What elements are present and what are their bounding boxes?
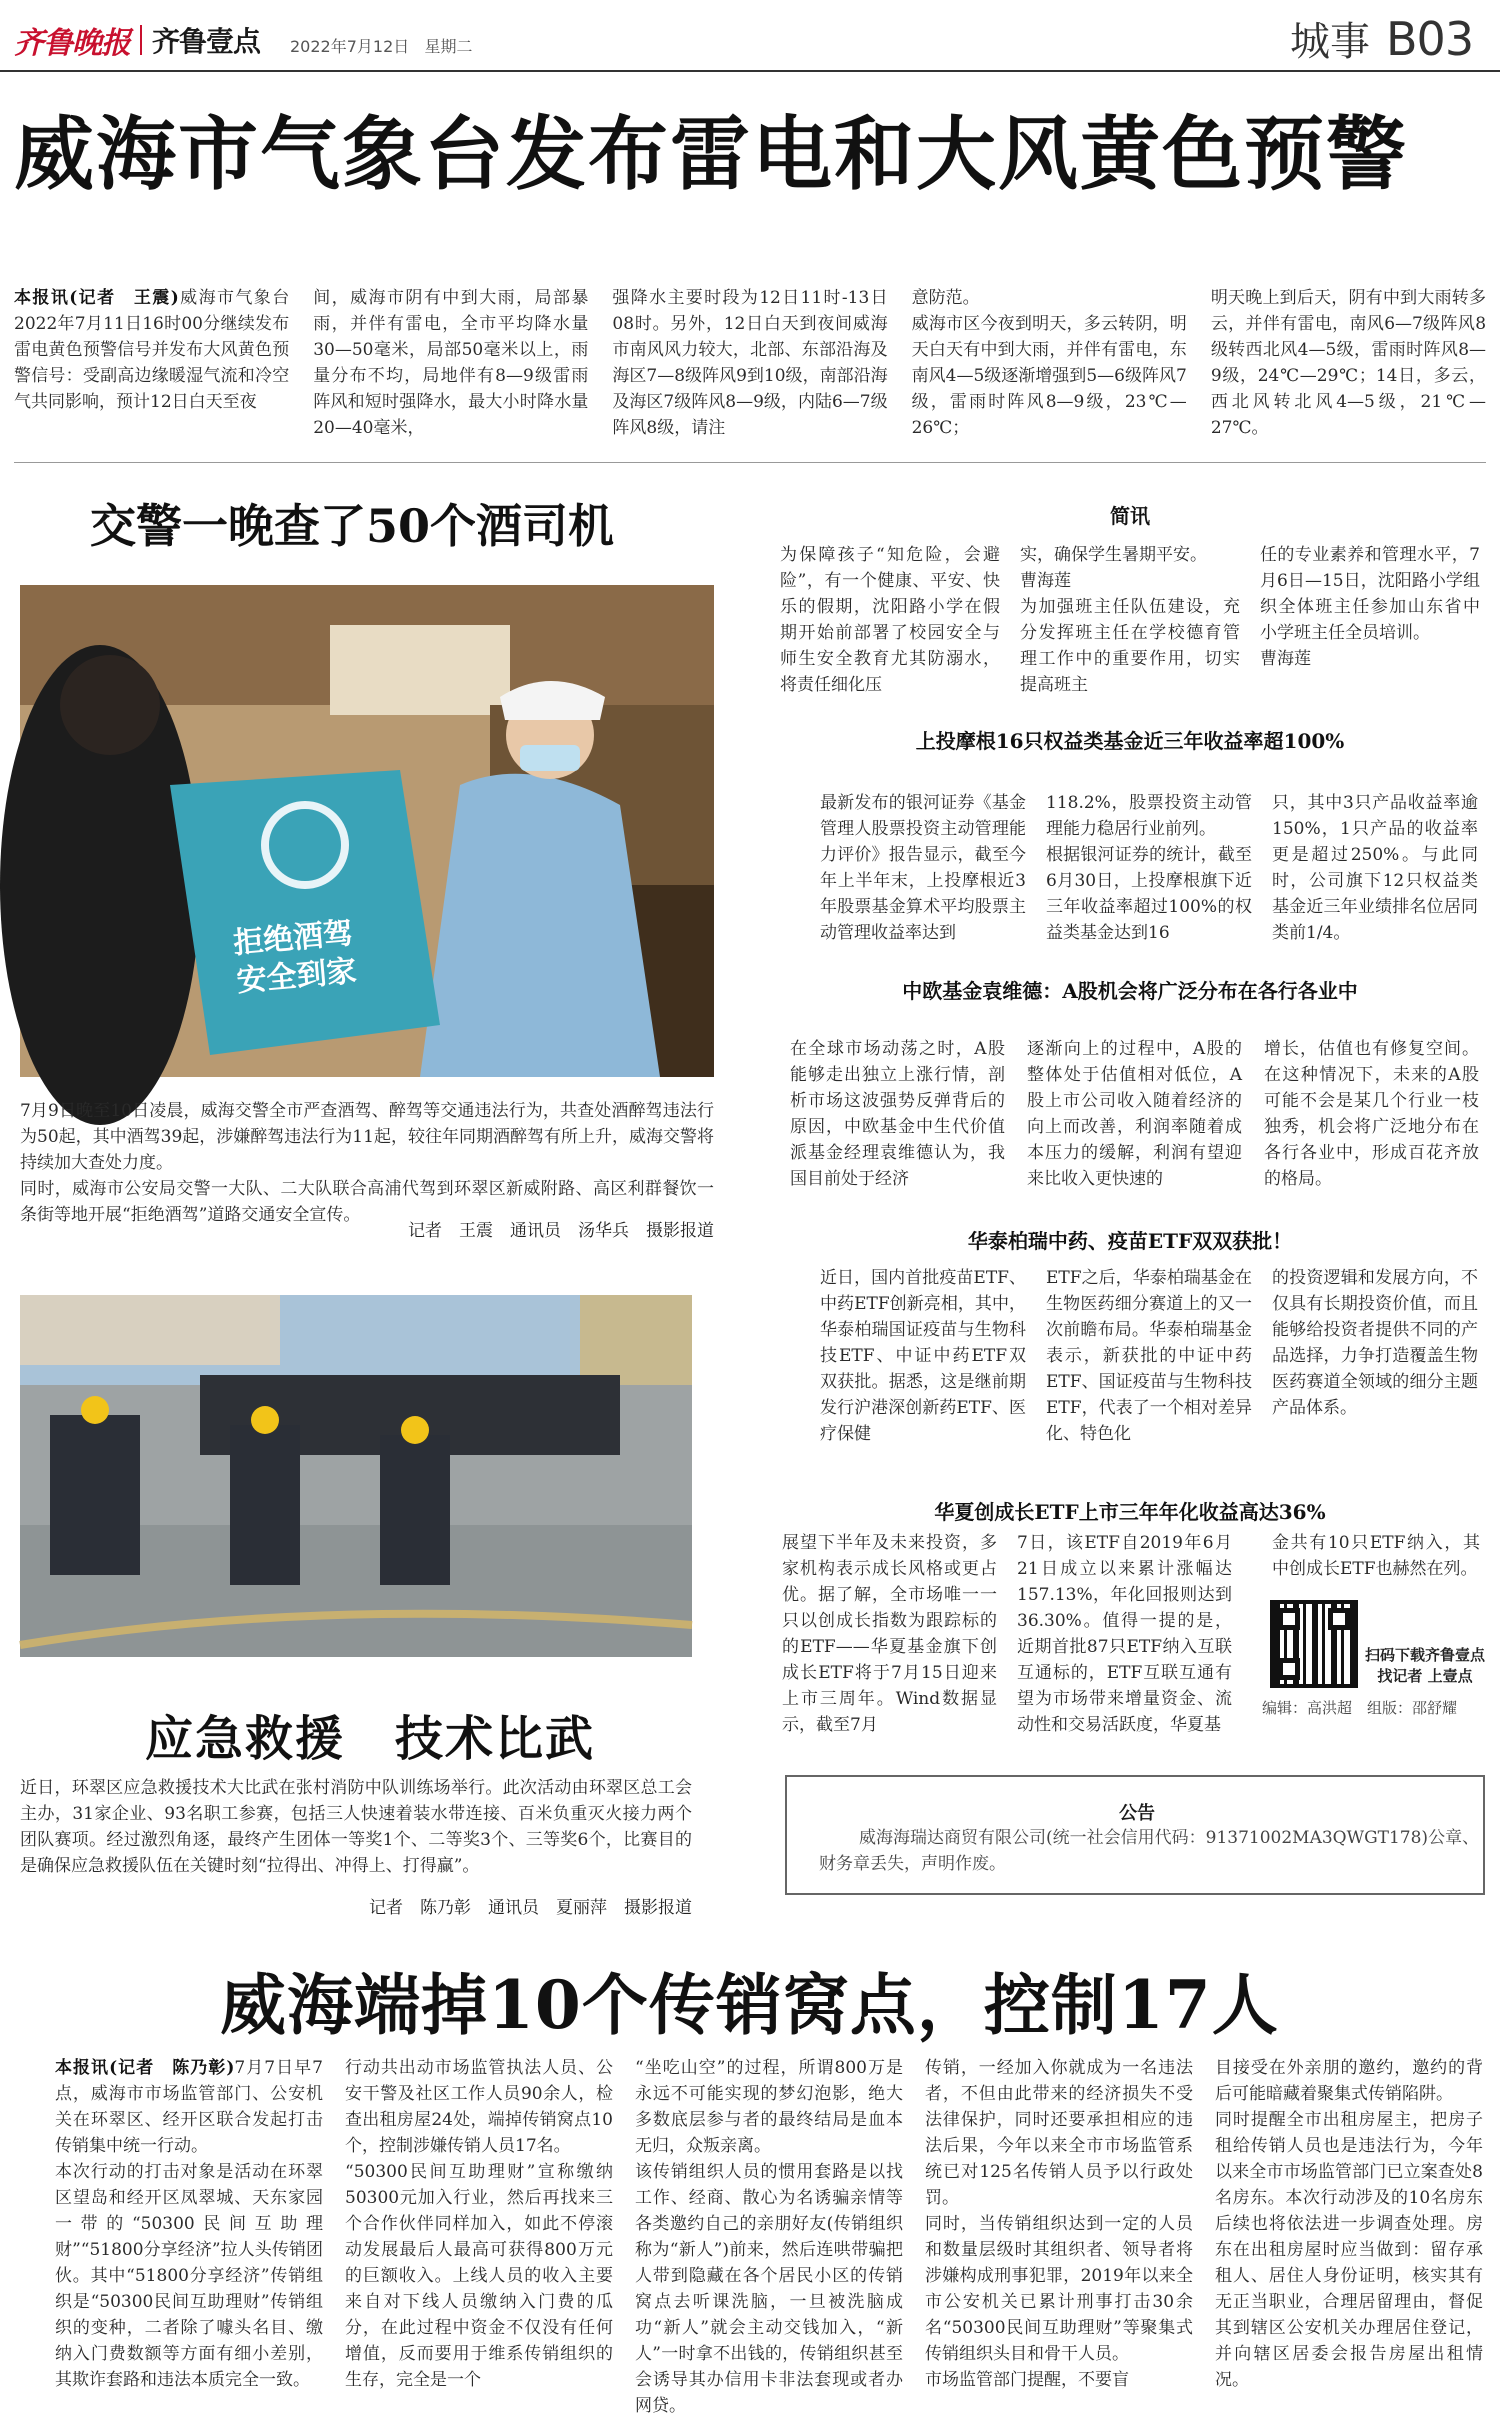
fund1-headline: 上投摩根16只权益类基金近三年收益率超100% xyxy=(915,729,1345,753)
app-logo: 齐鲁壹点 xyxy=(152,25,261,58)
photo-emergency-drill-illustration xyxy=(20,1295,692,1657)
paper-logo: 齐鲁晚报 xyxy=(14,26,130,61)
brief-col-1: 为保障孩子“知危险，会避险”，有一个健康、平安、快乐的假期，沈阳路小学在假期开始前部署了校园安全与师生安全教育尤其防溺水，将责任细化压 xyxy=(780,545,1000,695)
masthead-separator xyxy=(140,25,142,55)
fund3-columns xyxy=(820,1265,1480,1444)
drunk-driving-body: 7月9日晚至10日凌晨，威海交警全市严查酒驾、醉驾等交通违法行为，共查处酒醉驾违法行为50起，其中酒驾39起，涉嫌醉驾违法行为11起，较往年同期酒醉驾有所上升，威海交警将持续加大查处力度。 同时，威海市公安局交警一大队、二大队联合高浦代驾到环翠区新威附路、高区利群餐饮一条街等地开展“拒绝酒驾”道路交通安全宣传。 xyxy=(20,1101,714,1225)
pyramid-columns xyxy=(55,2055,1485,2416)
pyramid-col-4: 传销，一经加入你就成为一名违法者，不但由此带来的经济损失不受法律保护，同时还要承担相应的违法后果，今年以来全市市场监管系统已对125名传销人员予以行政处罚。 同时，当传销组织达到一定的人员和数量层级时其组织者、领导者将涉嫌构成刑事犯罪，2019年以来全市公安机关已累计刑事打击30余名“50300民间互助理财”等聚集式传销组织头目和骨干人员。 市场监管部门提醒，不要盲 xyxy=(925,2058,1193,2390)
headline-drunk-driving: 交警一晚查了50个酒司机 xyxy=(90,499,615,553)
fund4-col-3: 金共有10只ETF纳入，其中创成长ETF也赫然在列。 xyxy=(1272,1533,1480,1579)
brief-col-3: 任的专业素养和管理水平，7月6日—15日，沈阳路小学组织全体班主任参加山东省中小学班主任全员培训。 曹海莲 xyxy=(1260,545,1480,669)
page-number: B03 xyxy=(1386,12,1474,66)
pyramid-col-5: 目接受在外亲朋的邀约，邀约的背后可能暗藏着聚集式传销陷阱。 同时提醒全市出租房屋主，把房子租给传销人员也是违法行为，今年以来全市市场监管部门已立案查处8名房东。本次行动涉及的10名房东后续也将依法进一步调查处理。房东在出租房屋时应当做到：留存承租人、居住人身份证明，核实其有无正当职业，合理居留理由，督促其到辖区公安机关办理居住登记，并向辖区居委会报告房屋出租情况。 xyxy=(1215,2058,1483,2390)
headline-weather: 威海市气象台发布雷电和大风黄色预警 xyxy=(14,107,1408,201)
public-notice xyxy=(785,1775,1485,1895)
pyramid-col-3: “坐吃山空”的过程，所谓800万是永远不可能实现的梦幻泡影，绝大多数底层参与者的最终结局是血本无归，众叛亲离。 该传销组织人员的惯用套路是以找工作、经商、散心为名诱骗亲情等各类邀约自己的亲朋好友(传销组织称为“新人”)前来，然后连哄带骗把人带到隐藏在各个居民小区的传销窝点去听课洗脑，一旦被洗脑成功“新人”就会主动交钱加入，“新人”一时拿不出钱的，传销组织甚至会诱导其办信用卡非法套现或者办网贷。 xyxy=(635,2058,903,2416)
fund2-headline: 中欧基金袁维德：A股机会将广泛分布在各行各业中 xyxy=(902,979,1358,1003)
pyramid-col-1: 本报讯(记者 陈乃彰)7月7日早7点，威海市市场监管部门、公安机关在环翠区、经开区联合发起打击传销集中统一行动。 本次行动的打击对象是活动在环翠区望岛和经开区凤翠城、天东家园一带的“50300民间互助理财”“51800分享经济”拉人头传销团伙。其中“51800分享经济”传销组织是“50300民间互助理财”传销组织的变种，二者除了噱头名目、缴纳入门费数额等方面有细小差别，其欺诈套路和违法本质完全一致。 xyxy=(55,2058,323,2390)
headline-pyramid-scheme: 威海端掉10个传销窝点，控制17人 xyxy=(220,1966,1279,2044)
qr-caption: 扫码下载齐鲁壹点 找记者 上壹点 xyxy=(1365,1646,1486,1685)
fund2-columns xyxy=(790,1036,1480,1189)
brief-col-2: 实，确保学生暑期平安。 曹海莲 为加强班主任队伍建设，充分发挥班主任在学校德育管理工作中的重要作用，切实提高班主 xyxy=(1020,545,1240,695)
weather-columns xyxy=(14,285,1487,438)
fund1-col-2: 118.2%，股票投资主动管理能力稳居行业前列。 根据银河证券的统计，截至6月30日，上投摩根旗下近三年收益率超过100%的权益类基金达到16 xyxy=(1046,793,1252,943)
fund3-col-1: 近日，国内首批疫苗ETF、中药ETF创新亮相，其中，华泰柏瑞国证疫苗与生物科技ETF、中证中药ETF双双获批。据悉，这是继前期发行沪港深创新药ETF、医疗保健 xyxy=(820,1268,1026,1444)
emergency-rescue-byline: 记者 陈乃彰 通讯员 夏丽萍 摄影报道 xyxy=(369,1898,692,1918)
fund4-col-1: 展望下半年及未来投资，多家机构表示成长风格或更占优。据了解，全市场唯一一只以创成长指数为跟踪标的的ETF——华夏基金旗下创成长ETF将于7月15日迎来上市三周年。Wind数据显示，截至7月 xyxy=(782,1533,997,1735)
emergency-rescue-body: 近日，环翠区应急救援技术大比武在张村消防中队训练场举行。此次活动由环翠区总工会主办，31家企业、93名职工参赛，包括三人快速着装水带连接、百米负重灭火接力两个团队赛项。经过激烈角逐，最终产生团体一等奖1个、二等奖3个、三等奖6个，比赛目的是确保应急救援队伍在关键时刻“拉得出、冲得上、打得赢”。 xyxy=(20,1778,692,1876)
editor-credits: 编辑：高洪超 组版：邵舒耀 xyxy=(1262,1699,1458,1717)
weather-col-1: 本报讯(记者 王震)威海市气象台2022年7月11日16时00分继续发布雷电黄色预警信号并发布大风黄色预警信号：受副高边缘暖湿气流和冷空气共同影响，预计12日白天至夜 xyxy=(14,288,290,412)
brief-columns xyxy=(780,542,1480,695)
photo-traffic-police xyxy=(20,585,714,1077)
fund3-col-3: 的投资逻辑和发展方向，不仅具有长期投资价值，而且能够给投资者提供不同的产品选择，力争打造覆盖生物医药赛道全领域的细分主题产品体系。 xyxy=(1272,1268,1478,1418)
weather-col-3: 强降水主要时段为12日11时-13日08时。另外，12日白天到夜间威海市南风风力较大，北部、东部沿海及海区7—8级阵风9到10级，南部沿海及海区7级阵风8—9级，内陆6—7级阵风8级，请注 xyxy=(612,288,888,438)
qr-code-icon[interactable] xyxy=(1270,1600,1358,1688)
fund1-col-3: 只，其中3只产品收益率逾150%，1只产品的收益率更是超过250%。与此同时，公司旗下12只权益类基金近三年业绩排名位居同类前1/4。 xyxy=(1272,793,1478,943)
weather-col-5: 明天晚上到后天，阴有中到大雨转多云，并伴有雷电，南风6—7级阵风8级转西北风4—5级，雷雨时阵风8—9级，24℃—29℃；14日，多云，西北风转北风4—5级，21℃—27℃。 xyxy=(1210,288,1487,438)
weather-col-2: 间，威海市阴有中到大雨，局部暴雨，并伴有雷电，全市平均降水量30—50毫米，局部50毫米以上，雨量分布不均，局地伴有8—9级雷雨阵风和短时强降水，最大小时降水量20—40毫米， xyxy=(313,288,589,438)
header-rule xyxy=(0,70,1500,72)
pyramid-col-2: 行动共出动市场监管执法人员、公安干警及社区工作人员90余人，检查出租房屋24处，端掉传销窝点10个，控制涉嫌传销人员17名。 “50300民间互助理财”宣称缴纳50300元加入行业，然后再找来三个合作伙伴同样加入，如此不停滚动发展最后人最高可获得800万元的巨额收入。上线人员的收入主要来自对下线人员缴纳入门费的瓜分，在此过程中资金不仅没有任何增值，反而要用于维系传销组织的生存，完全是一个 xyxy=(345,2058,613,2390)
fund2-col-3: 增长，估值也有修复空间。在这种情况下，未来的A股可能不会是某几个行业一枝独秀，机会将广泛地分布在各行各业中，形成百花齐放的格局。 xyxy=(1264,1039,1479,1189)
drunk-driving-byline: 记者 王震 通讯员 汤华兵 摄影报道 xyxy=(408,1221,714,1241)
notice-body: 威海海瑞达商贸有限公司(统一社会信用代码：91371002MA3QWGT178)公章、财务章丢失，声明作废。 xyxy=(819,1828,1480,1874)
notice-title: 公告 xyxy=(1119,1803,1155,1824)
fund3-headline: 华泰柏瑞中药、疫苗ETF双双获批！ xyxy=(967,1229,1293,1253)
fund2-col-2: 逐渐向上的过程中，A股的整体处于估值相对低位，A股上市公司收入随着经济的向上而改善，利润率随着成本压力的缓解，利润有望迎来比收入更快速的 xyxy=(1027,1039,1242,1189)
fund4-col-2: 7日，该ETF自2019年6月21日成立以来累计涨幅达157.13%，年化回报则达到36.30%。值得一提的是，近期首批87只ETF纳入互联互通标的，ETF互联互通有望为市场带来增量资金、流动性和交易活跃度，华夏基 xyxy=(1017,1533,1232,1735)
fund1-columns xyxy=(820,790,1480,943)
fund4-columns xyxy=(782,1530,1252,1735)
brief-title: 简讯 xyxy=(1110,504,1150,528)
divider xyxy=(14,462,1486,463)
headline-emergency-rescue: 应急救援 技术比武 xyxy=(145,1711,596,1767)
section-label: 城事 B03 xyxy=(1290,12,1474,66)
fund4-headline: 华夏创成长ETF上市三年年化收益高达36% xyxy=(934,1500,1326,1524)
photo-emergency-drill xyxy=(20,1295,692,1657)
fund2-col-1: 在全球市场动荡之时，A股能够走出独立上涨行情，剖析市场这波强势反弹背后的原因，中欧基金中生代价值派基金经理袁维德认为，我国目前处于经济 xyxy=(790,1039,1005,1189)
fund1-col-1: 最新发布的银河证券《基金管理人股票投资主动管理能力评价》报告显示，截至今年上半年末，上投摩根近3年股票基金算术平均股票主动管理收益率达到 xyxy=(820,793,1026,943)
fund3-col-2: ETF之后，华泰柏瑞基金在生物医药细分赛道上的又一次前瞻布局。华泰柏瑞基金表示，新获批的中证中药ETF、国证疫苗与生物科技ETF，代表了一个相对差异化、特色化 xyxy=(1046,1268,1252,1444)
issue-date: 2022年7月12日 星期二 xyxy=(290,37,473,56)
photo-traffic-police-illustration xyxy=(20,585,714,1077)
photo-banner-text: 拒绝酒驾 安全到家 xyxy=(232,915,358,1000)
masthead xyxy=(14,18,260,62)
weather-col-4: 意防范。 威海市区今夜到明天，多云转阴，明天白天有中到大雨，并伴有雷电，东南风4—5级逐渐增强到5—6级阵风7级，雷雨时阵风8—9级，23℃—26℃； xyxy=(911,288,1187,438)
